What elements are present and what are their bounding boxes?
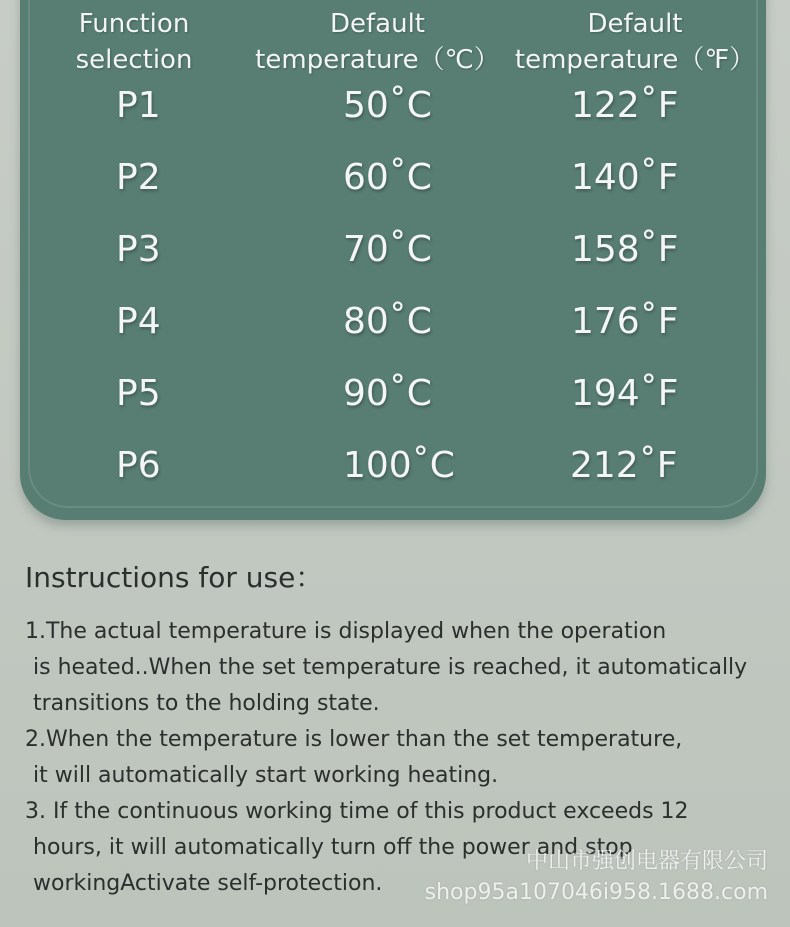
fahrenheit-cell: 122˚F [571, 85, 679, 126]
header-function-selection [64, 6, 204, 78]
header-function-line1: Function [78, 9, 190, 39]
header-fahrenheit-line2: temperature（℉） [514, 45, 756, 75]
mode-cell: P3 [116, 229, 161, 270]
celsius-cell: 70˚C [343, 229, 432, 270]
table-row [0, 228, 790, 272]
table-row [0, 444, 790, 488]
celsius-cell: 100˚C [343, 445, 455, 486]
instructions-title: Instructions for use： [25, 561, 324, 594]
fahrenheit-cell: 194˚F [571, 373, 679, 414]
instruction-line: transitions to the holding state. [33, 691, 380, 716]
instruction-line: 3. If the continuous working time of this product exceeds 12 [25, 799, 689, 824]
fahrenheit-cell: 212˚F [570, 445, 678, 486]
instruction-line: workingActivate self-protection. [33, 871, 383, 896]
watermark-company: 中山市强创电器有限公司 [525, 849, 768, 874]
celsius-cell: 50˚C [343, 85, 432, 126]
header-celsius-line2: temperature（℃） [255, 45, 500, 75]
mode-cell: P5 [116, 373, 161, 414]
table-row [0, 300, 790, 344]
instruction-line: 1.The actual temperature is displayed when the operation [25, 619, 667, 644]
fahrenheit-cell: 140˚F [571, 157, 679, 198]
header-fahrenheit-line1: Default [587, 9, 683, 39]
celsius-cell: 90˚C [343, 373, 432, 414]
table-row [0, 372, 790, 416]
table-row [0, 156, 790, 200]
instruction-line: is heated..When the set temperature is reached, it automatically [33, 655, 748, 680]
instruction-line: it will automatically start working heating. [33, 763, 499, 788]
mode-cell: P4 [116, 301, 161, 342]
watermark-shop-url: shop95a107046i958.1688.com [424, 880, 768, 905]
mode-cell: P6 [116, 445, 161, 486]
fahrenheit-cell: 176˚F [571, 301, 679, 342]
mode-cell: P1 [116, 85, 161, 126]
mode-cell: P2 [116, 157, 161, 198]
instruction-line: hours, it will automatically turn off the power and stop [33, 835, 633, 860]
header-function-line2: selection [75, 45, 193, 75]
header-fahrenheit [505, 6, 765, 78]
instruction-line: 2.When the temperature is lower than the set temperature, [25, 727, 683, 752]
celsius-cell: 80˚C [343, 301, 432, 342]
header-celsius [250, 6, 505, 78]
fahrenheit-cell: 158˚F [571, 229, 679, 270]
header-celsius-line1: Default [330, 9, 425, 39]
celsius-cell: 60˚C [343, 157, 432, 198]
table-row [0, 84, 790, 128]
